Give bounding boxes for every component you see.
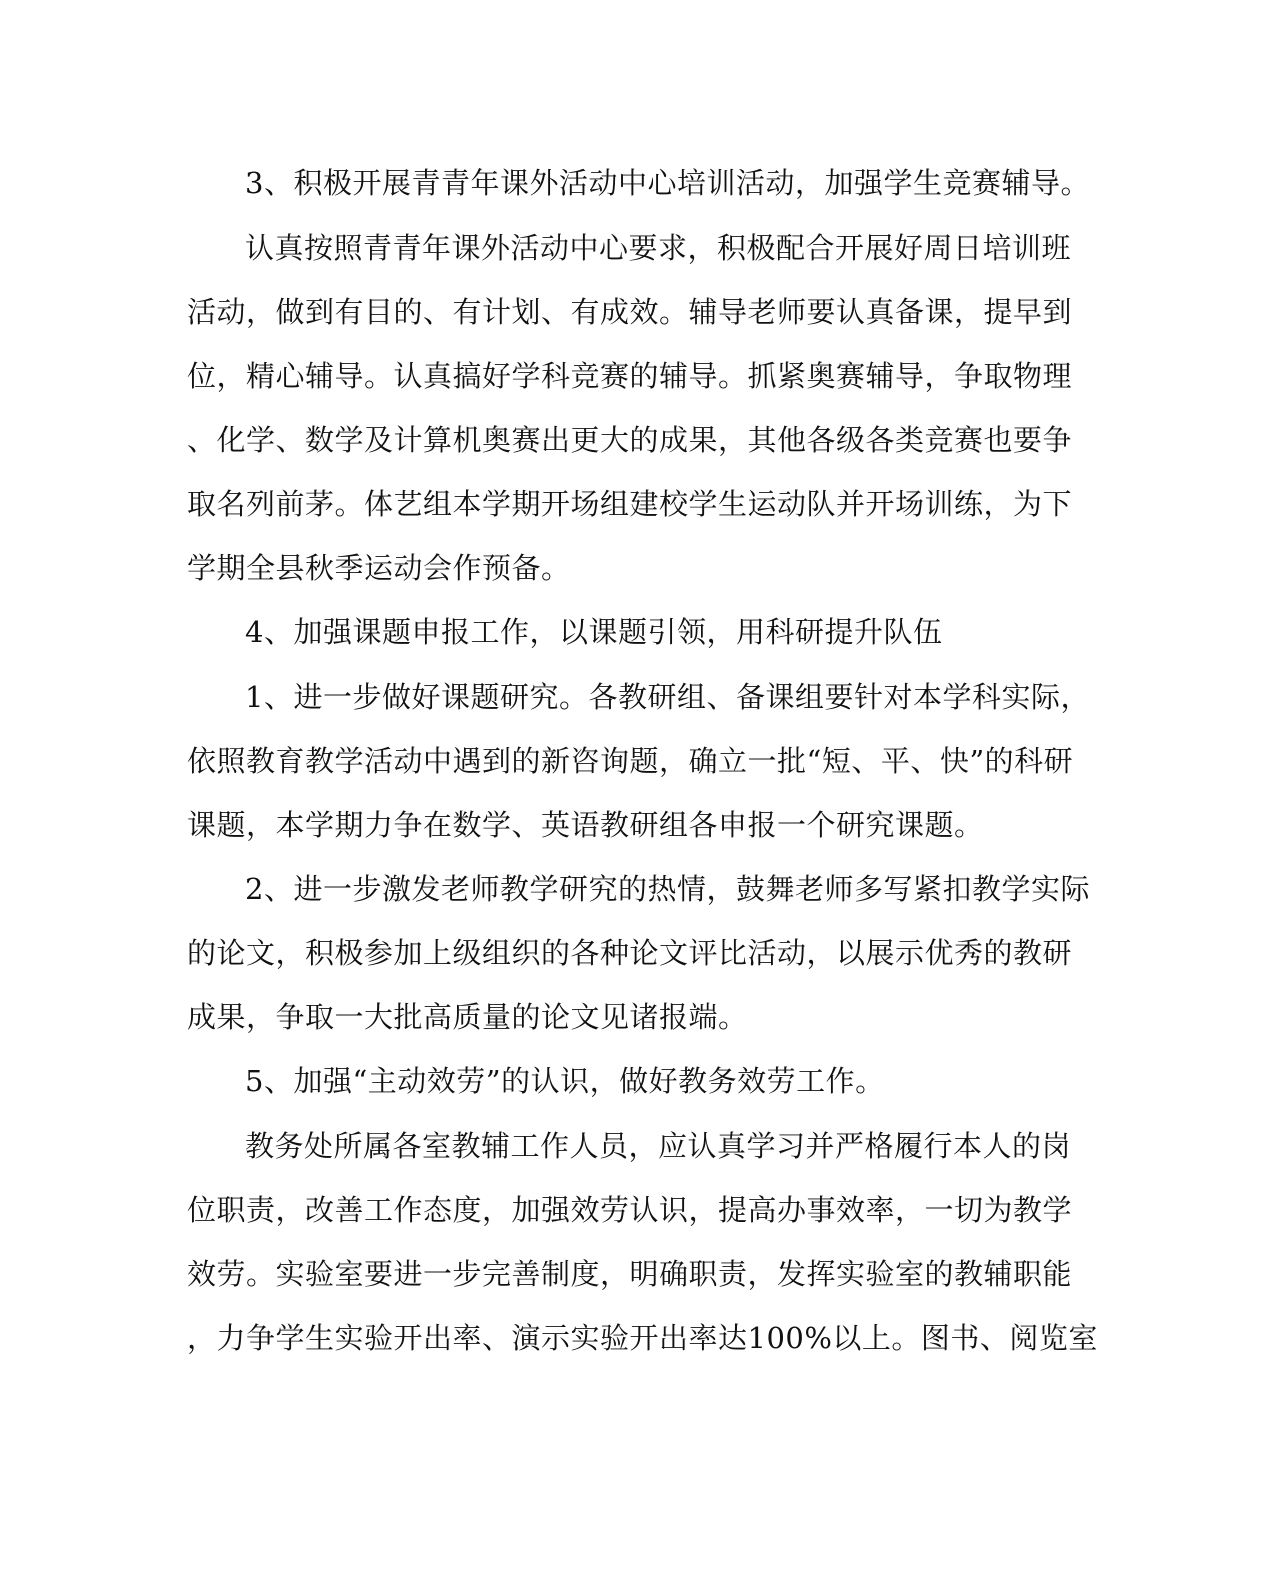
- text-line: 课题，本学期力争在数学、英语教研组各申报一个研究课题。: [187, 808, 984, 842]
- text-line: 依照教育教学活动中遇到的新咨询题，确立一批“短、平、快”的科研: [187, 744, 1074, 778]
- text-line: 效劳。实验室要进一步完善制度，明确职责，发挥实验室的教辅职能: [187, 1257, 1073, 1291]
- text-line: 1、进一步做好课题研究。各教研组、备课组要针对本学科实际，: [245, 680, 1090, 714]
- text-line: 位职责，改善工作态度，加强效劳认识，提高办事效率，一切为教学: [187, 1193, 1073, 1227]
- text-line: 取名列前茅。体艺组本学期开场组建校学生运动队并开场训练，为下: [187, 487, 1073, 521]
- text-line: ，力争学生实验开出率、演示实验开出率达100%以上。图书、阅览室: [187, 1321, 1098, 1355]
- text-line: 学期全县秋季运动会作预备。: [187, 551, 571, 585]
- text-line: 位，精心辅导。认真搞好学科竞赛的辅导。抓紧奥赛辅导，争取物理: [187, 359, 1073, 393]
- text-line: 的论文，积极参加上级组织的各种论文评比活动，以展示优秀的教研: [187, 936, 1073, 970]
- text-line: 5、加强“主动效劳”的认识，做好教务效劳工作。: [245, 1064, 885, 1098]
- text-line: 教务处所属各室教辅工作人员，应认真学习并严格履行本人的岗: [245, 1129, 1072, 1163]
- text-line: 4、加强课题申报工作，以课题引领，用科研提升队伍: [245, 615, 943, 649]
- text-line: 3、积极开展青青年课外活动中心培训活动，加强学生竞赛辅导。: [245, 166, 1090, 200]
- text-line: 、化学、数学及计算机奥赛出更大的成果，其他各级各类竞赛也要争: [187, 423, 1073, 457]
- text-line: 认真按照青青年课外活动中心要求，积极配合开展好周日培训班: [245, 231, 1072, 265]
- text-line: 活动，做到有目的、有计划、有成效。辅导老师要认真备课，提早到: [187, 295, 1073, 329]
- text-line: 2、进一步激发老师教学研究的热情，鼓舞老师多写紧扣教学实际: [245, 872, 1090, 906]
- text-line: 成果，争取一大批高质量的论文见诸报端。: [187, 1000, 748, 1034]
